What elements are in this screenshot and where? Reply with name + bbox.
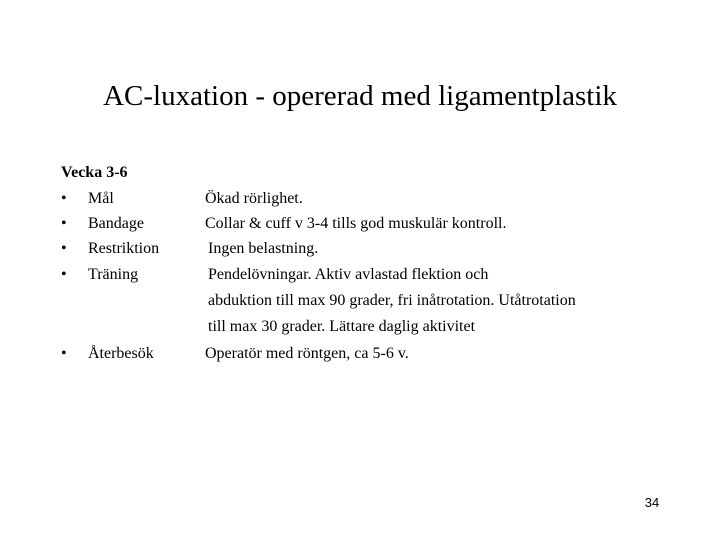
item-value-line: abduktion till max 90 grader, fri inåtrotation. Utåtrotation xyxy=(208,292,576,309)
item-value-line: Pendelövningar. Aktiv avlastad flektion och xyxy=(208,266,489,283)
bullet-icon: • xyxy=(61,215,67,232)
item-value xyxy=(205,262,576,340)
item-value-line: Ökad rörlighet. xyxy=(205,190,303,207)
bullet-icon: • xyxy=(61,240,67,257)
item-value-line: till max 30 grader. Lättare daglig aktivitet xyxy=(208,318,476,335)
page-number: 34 xyxy=(644,495,660,510)
item-label: Mål xyxy=(88,190,114,207)
item-value-line: Collar & cuff v 3-4 tills god muskulär kontroll. xyxy=(205,215,507,232)
bullet-icon: • xyxy=(61,266,67,283)
item-value xyxy=(205,341,409,367)
slide-title: AC-luxation - opererad med ligamentplastik xyxy=(103,80,617,112)
section-heading: Vecka 3-6 xyxy=(61,164,128,181)
item-value xyxy=(205,211,506,237)
item-value xyxy=(205,186,303,212)
item-value-line: Ingen belastning. xyxy=(208,240,319,257)
item-value-line: Operatör med röntgen, ca 5-6 v. xyxy=(205,345,409,362)
bullet-icon: • xyxy=(61,190,67,207)
item-label: Restriktion xyxy=(88,240,160,257)
item-value xyxy=(205,236,318,262)
item-label: Återbesök xyxy=(88,345,154,362)
bullet-icon: • xyxy=(61,345,67,362)
item-label: Träning xyxy=(88,266,139,283)
item-label: Bandage xyxy=(88,215,144,232)
